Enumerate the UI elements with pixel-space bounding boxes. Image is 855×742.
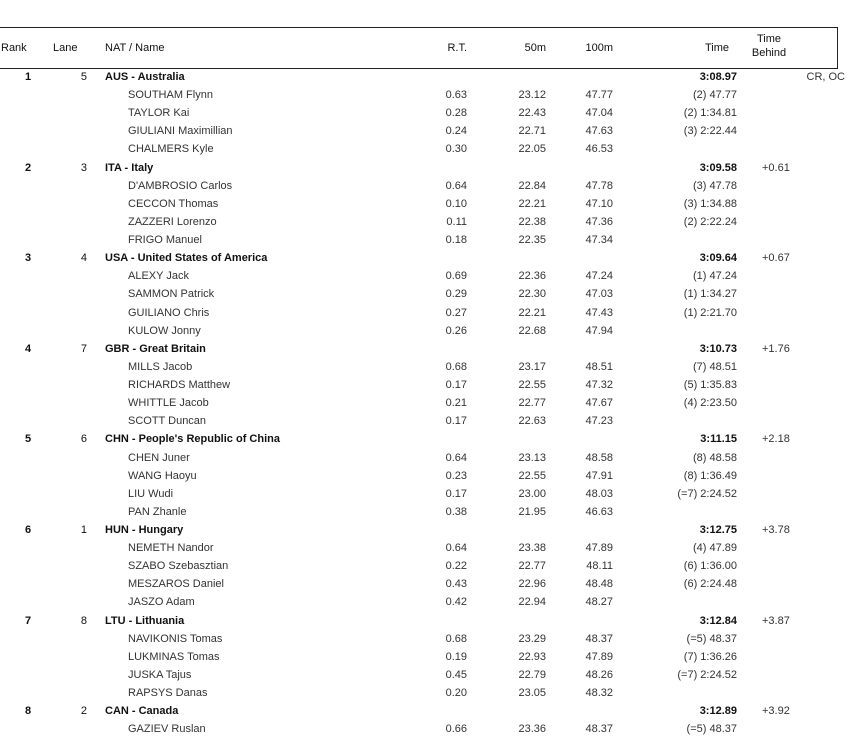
team-time: 3:08.97 bbox=[699, 71, 737, 83]
athlete-name: NEMETH Nandor bbox=[128, 542, 214, 555]
team-time: 3:09.58 bbox=[699, 161, 737, 174]
athlete-split-50m: 22.05 bbox=[518, 143, 546, 156]
header-rt: R.T. bbox=[447, 42, 467, 54]
athlete-cumulative-split: (6) 2:24.48 bbox=[683, 578, 737, 591]
athlete-reaction-time: 0.17 bbox=[445, 487, 467, 500]
team-row bbox=[0, 340, 855, 358]
athlete-cumulative-split: (6) 1:36.00 bbox=[683, 560, 737, 573]
header-lane: Lane bbox=[53, 42, 78, 54]
athlete-row bbox=[0, 231, 855, 249]
athlete-name: NAVIKONIS Tomas bbox=[128, 632, 223, 645]
athlete-reaction-time: 0.28 bbox=[445, 107, 467, 120]
athlete-name: CHALMERS Kyle bbox=[128, 143, 214, 156]
athlete-split-50m: 21.95 bbox=[518, 505, 546, 518]
athlete-cumulative-split: (7) 48.51 bbox=[692, 360, 737, 373]
athlete-row bbox=[0, 285, 855, 303]
athlete-split-50m: 22.21 bbox=[518, 197, 546, 210]
athlete-name: JUSKA Tajus bbox=[128, 668, 192, 681]
team-row bbox=[0, 430, 855, 448]
athlete-split-100m: 47.04 bbox=[585, 107, 613, 120]
athlete-split-100m: 48.48 bbox=[585, 578, 613, 591]
athlete-name: SAMMON Patrick bbox=[128, 288, 215, 301]
athlete-split-50m: 22.55 bbox=[518, 379, 546, 392]
athlete-row bbox=[0, 304, 855, 322]
athlete-name: D'AMBROSIO Carlos bbox=[128, 179, 233, 192]
athlete-cumulative-split: (3) 47.78 bbox=[692, 179, 737, 192]
athlete-cumulative-split: (=7) 2:24.52 bbox=[677, 487, 737, 500]
athlete-name: GIULIANI Maximillian bbox=[128, 125, 233, 138]
athlete-reaction-time: 0.26 bbox=[445, 324, 467, 337]
athlete-name: RAPSYS Danas bbox=[128, 687, 208, 700]
athlete-split-100m: 47.78 bbox=[585, 179, 613, 192]
athlete-reaction-time: 0.63 bbox=[445, 89, 467, 102]
athlete-name: LIU Wudi bbox=[128, 487, 174, 500]
team-time: 3:09.64 bbox=[699, 252, 737, 265]
athlete-name: SOUTHAM Flynn bbox=[128, 89, 213, 102]
athlete-cumulative-split: (1) 47.24 bbox=[692, 270, 737, 283]
athlete-reaction-time: 0.30 bbox=[445, 143, 467, 156]
athlete-split-50m: 23.17 bbox=[518, 360, 546, 373]
athlete-cumulative-split: (8) 1:36.49 bbox=[683, 469, 737, 482]
results-header bbox=[0, 27, 838, 69]
athlete-name: MESZAROS Daniel bbox=[128, 578, 224, 591]
athlete-cumulative-split: (2) 1:34.81 bbox=[683, 107, 737, 120]
athlete-split-100m: 48.26 bbox=[585, 668, 613, 681]
athlete-row bbox=[0, 593, 855, 611]
athlete-split-50m: 22.71 bbox=[518, 125, 546, 138]
team-record: CR, OC bbox=[806, 71, 845, 83]
header-50m: 50m bbox=[524, 42, 546, 54]
athlete-split-50m: 22.21 bbox=[518, 306, 546, 319]
athlete-name: MILLS Jacob bbox=[128, 360, 193, 373]
team-lane: 3 bbox=[80, 161, 87, 174]
athlete-name: PAN Zhanle bbox=[128, 505, 187, 518]
athlete-cumulative-split: (4) 47.89 bbox=[692, 542, 737, 555]
athlete-row bbox=[0, 267, 855, 285]
team-lane: 7 bbox=[80, 342, 87, 355]
athlete-split-100m: 47.34 bbox=[585, 234, 613, 247]
athlete-reaction-time: 0.42 bbox=[445, 596, 467, 609]
athlete-row bbox=[0, 195, 855, 213]
athlete-name: RICHARDS Matthew bbox=[128, 379, 231, 392]
athlete-split-50m: 23.29 bbox=[518, 632, 546, 645]
athlete-cumulative-split: (2) 47.77 bbox=[692, 89, 737, 102]
athlete-split-50m: 23.13 bbox=[518, 451, 546, 464]
athlete-split-50m: 22.68 bbox=[518, 324, 546, 337]
athlete-reaction-time: 0.10 bbox=[445, 197, 467, 210]
athlete-row bbox=[0, 213, 855, 231]
athlete-row bbox=[0, 177, 855, 195]
athlete-reaction-time: 0.68 bbox=[445, 360, 467, 373]
athlete-split-50m: 23.36 bbox=[518, 723, 546, 736]
team-rank: 2 bbox=[24, 161, 32, 174]
athlete-split-100m: 48.58 bbox=[585, 451, 613, 464]
athlete-row bbox=[0, 412, 855, 430]
athlete-split-100m: 48.27 bbox=[585, 596, 613, 609]
athlete-cumulative-split: (7) 1:36.26 bbox=[683, 650, 737, 663]
athlete-split-100m: 47.63 bbox=[585, 125, 613, 138]
athlete-split-100m: 48.32 bbox=[585, 687, 613, 700]
team-time-behind: +0.67 bbox=[762, 252, 790, 265]
team-name: AUS - Australia bbox=[105, 71, 185, 83]
athlete-row bbox=[0, 575, 855, 593]
athlete-split-100m: 46.53 bbox=[585, 143, 613, 156]
athlete-name: ZAZZERI Lorenzo bbox=[128, 215, 217, 228]
athlete-split-50m: 23.05 bbox=[518, 687, 546, 700]
team-rank: 3 bbox=[24, 252, 32, 265]
athlete-split-100m: 47.10 bbox=[585, 197, 613, 210]
athlete-name: CECCON Thomas bbox=[128, 197, 219, 210]
athlete-row bbox=[0, 322, 855, 340]
header-name: NAT / Name bbox=[105, 42, 165, 54]
athlete-reaction-time: 0.64 bbox=[445, 451, 467, 464]
athlete-name: TAYLOR Kai bbox=[128, 107, 190, 120]
team-rank: 1 bbox=[24, 71, 32, 83]
athlete-reaction-time: 0.69 bbox=[445, 270, 467, 283]
team-row bbox=[0, 68, 855, 86]
athlete-split-100m: 47.32 bbox=[585, 379, 613, 392]
team-rank: 6 bbox=[24, 524, 32, 536]
athlete-reaction-time: 0.17 bbox=[445, 415, 467, 428]
athlete-reaction-time: 0.64 bbox=[445, 179, 467, 192]
team-time: 3:11.15 bbox=[700, 433, 737, 446]
athlete-row bbox=[0, 557, 855, 575]
athlete-row bbox=[0, 539, 855, 557]
athlete-name: FRIGO Manuel bbox=[128, 234, 202, 247]
athlete-split-100m: 48.03 bbox=[585, 487, 613, 500]
athlete-cumulative-split: (=5) 48.37 bbox=[686, 632, 737, 645]
team-time: 3:12.89 bbox=[699, 705, 737, 718]
athlete-split-100m: 48.37 bbox=[585, 723, 613, 736]
team-row bbox=[0, 702, 855, 720]
athlete-name: CHEN Juner bbox=[128, 451, 190, 464]
athlete-split-50m: 22.84 bbox=[518, 179, 546, 192]
athlete-split-100m: 47.77 bbox=[585, 89, 613, 102]
athlete-cumulative-split: (1) 2:21.70 bbox=[683, 306, 737, 319]
athlete-row bbox=[0, 485, 855, 503]
athlete-reaction-time: 0.18 bbox=[445, 234, 467, 247]
athlete-row bbox=[0, 122, 855, 140]
athlete-row bbox=[0, 394, 855, 412]
team-time: 3:12.75 bbox=[699, 524, 737, 536]
athlete-split-100m: 47.03 bbox=[585, 288, 613, 301]
athlete-split-50m: 22.77 bbox=[518, 560, 546, 573]
athlete-row bbox=[0, 467, 855, 485]
athlete-name: SCOTT Duncan bbox=[128, 415, 207, 428]
team-row bbox=[0, 249, 855, 267]
team-rank: 7 bbox=[24, 614, 32, 627]
athlete-split-50m: 23.00 bbox=[518, 487, 546, 500]
athlete-reaction-time: 0.43 bbox=[445, 578, 467, 591]
athlete-split-50m: 22.38 bbox=[518, 215, 546, 228]
athlete-reaction-time: 0.17 bbox=[445, 379, 467, 392]
athlete-split-100m: 47.94 bbox=[585, 324, 613, 337]
athlete-split-50m: 22.63 bbox=[518, 415, 546, 428]
athlete-split-100m: 47.43 bbox=[585, 306, 613, 319]
athlete-reaction-time: 0.22 bbox=[445, 560, 467, 573]
athlete-split-50m: 22.30 bbox=[518, 288, 546, 301]
athlete-split-100m: 47.91 bbox=[585, 469, 613, 482]
team-lane: 6 bbox=[80, 433, 87, 446]
team-time: 3:10.73 bbox=[699, 342, 737, 355]
athlete-row bbox=[0, 720, 855, 738]
athlete-split-100m: 48.37 bbox=[585, 632, 613, 645]
team-lane: 4 bbox=[80, 252, 87, 265]
athlete-split-50m: 23.12 bbox=[518, 89, 546, 102]
athlete-reaction-time: 0.19 bbox=[445, 650, 467, 663]
athlete-reaction-time: 0.21 bbox=[445, 397, 467, 410]
header-behind-line2: Behind bbox=[751, 47, 787, 59]
athlete-split-50m: 22.36 bbox=[518, 270, 546, 283]
athlete-split-100m: 47.89 bbox=[585, 650, 613, 663]
athlete-name: LUKMINAS Tomas bbox=[128, 650, 220, 663]
team-rank: 8 bbox=[24, 705, 32, 718]
athlete-reaction-time: 0.29 bbox=[445, 288, 467, 301]
athlete-cumulative-split: (3) 2:22.44 bbox=[683, 125, 737, 138]
team-time-behind: +2.18 bbox=[762, 433, 790, 446]
athlete-row bbox=[0, 648, 855, 666]
athlete-split-100m: 46.63 bbox=[585, 505, 613, 518]
athlete-split-100m: 47.36 bbox=[585, 215, 613, 228]
athlete-split-50m: 22.77 bbox=[518, 397, 546, 410]
athlete-name: KULOW Jonny bbox=[128, 324, 201, 337]
team-rank: 4 bbox=[24, 342, 32, 355]
header-time: Time bbox=[704, 42, 729, 54]
athlete-name: SZABO Szebasztian bbox=[128, 560, 229, 573]
team-time-behind: +3.87 bbox=[762, 614, 790, 627]
athlete-reaction-time: 0.66 bbox=[445, 723, 467, 736]
athlete-split-100m: 48.11 bbox=[586, 560, 613, 573]
header-behind-line1: Time bbox=[756, 33, 782, 45]
header-rank: Rank bbox=[1, 42, 27, 54]
athlete-split-50m: 23.38 bbox=[518, 542, 546, 555]
athlete-split-100m: 48.51 bbox=[585, 360, 613, 373]
athlete-split-50m: 22.43 bbox=[518, 107, 546, 120]
athlete-name: JASZO Adam bbox=[128, 596, 195, 609]
athlete-split-50m: 22.96 bbox=[518, 578, 546, 591]
athlete-split-50m: 22.79 bbox=[518, 668, 546, 681]
team-name: CHN - People's Republic of China bbox=[105, 433, 280, 446]
athlete-cumulative-split: (=5) 48.37 bbox=[686, 723, 737, 736]
team-row bbox=[0, 521, 855, 539]
athlete-split-50m: 22.94 bbox=[518, 596, 546, 609]
header-100m: 100m bbox=[585, 42, 613, 54]
athlete-row bbox=[0, 376, 855, 394]
athlete-split-100m: 47.24 bbox=[585, 270, 613, 283]
athlete-split-100m: 47.89 bbox=[585, 542, 613, 555]
athlete-cumulative-split: (4) 2:23.50 bbox=[683, 397, 737, 410]
team-time-behind: +3.78 bbox=[762, 524, 790, 536]
team-lane: 1 bbox=[80, 524, 87, 536]
athlete-name: WANG Haoyu bbox=[128, 469, 197, 482]
athlete-cumulative-split: (2) 2:22.24 bbox=[683, 215, 737, 228]
athlete-reaction-time: 0.24 bbox=[445, 125, 467, 138]
athlete-cumulative-split: (5) 1:35.83 bbox=[683, 379, 737, 392]
athlete-cumulative-split: (3) 1:34.88 bbox=[683, 197, 737, 210]
athlete-split-100m: 47.23 bbox=[585, 415, 613, 428]
athlete-split-50m: 22.55 bbox=[518, 469, 546, 482]
team-lane: 5 bbox=[80, 71, 87, 83]
athlete-row bbox=[0, 684, 855, 702]
athlete-row bbox=[0, 503, 855, 521]
athlete-split-100m: 47.67 bbox=[585, 397, 613, 410]
athlete-reaction-time: 0.27 bbox=[445, 306, 467, 319]
team-name: HUN - Hungary bbox=[105, 524, 184, 536]
athlete-name: ALEXY Jack bbox=[128, 270, 189, 283]
athlete-cumulative-split: (1) 1:34.27 bbox=[683, 288, 737, 301]
athlete-row bbox=[0, 449, 855, 467]
athlete-reaction-time: 0.64 bbox=[445, 542, 467, 555]
athlete-reaction-time: 0.20 bbox=[445, 687, 467, 700]
athlete-name: WHITTLE Jacob bbox=[128, 397, 209, 410]
athlete-split-50m: 22.35 bbox=[518, 234, 546, 247]
athlete-row bbox=[0, 358, 855, 376]
team-row bbox=[0, 159, 855, 177]
athlete-name: GAZIEV Ruslan bbox=[128, 723, 206, 736]
athlete-reaction-time: 0.38 bbox=[445, 505, 467, 518]
team-lane: 8 bbox=[80, 614, 87, 627]
athlete-reaction-time: 0.68 bbox=[445, 632, 467, 645]
team-name: USA - United States of America bbox=[105, 252, 268, 265]
team-name: ITA - Italy bbox=[105, 161, 154, 174]
athlete-row bbox=[0, 86, 855, 104]
team-time-behind: +1.76 bbox=[762, 342, 790, 355]
team-rank: 5 bbox=[24, 433, 32, 446]
athlete-reaction-time: 0.23 bbox=[445, 469, 467, 482]
team-row bbox=[0, 612, 855, 630]
athlete-cumulative-split: (=7) 2:24.52 bbox=[677, 668, 737, 681]
team-time-behind: +0.61 bbox=[762, 161, 790, 174]
athlete-row bbox=[0, 630, 855, 648]
athlete-row bbox=[0, 666, 855, 684]
athlete-reaction-time: 0.11 bbox=[446, 215, 467, 228]
team-name: LTU - Lithuania bbox=[105, 614, 185, 627]
athlete-cumulative-split: (8) 48.58 bbox=[692, 451, 737, 464]
team-lane: 2 bbox=[80, 705, 87, 718]
athlete-split-50m: 22.93 bbox=[518, 650, 546, 663]
team-time-behind: +3.92 bbox=[762, 705, 790, 718]
athlete-reaction-time: 0.45 bbox=[445, 668, 467, 681]
team-name: GBR - Great Britain bbox=[105, 342, 206, 355]
athlete-row bbox=[0, 140, 855, 158]
team-time: 3:12.84 bbox=[699, 614, 737, 627]
team-name: CAN - Canada bbox=[105, 705, 179, 718]
athlete-row bbox=[0, 104, 855, 122]
athlete-name: GUILIANO Chris bbox=[128, 306, 210, 319]
